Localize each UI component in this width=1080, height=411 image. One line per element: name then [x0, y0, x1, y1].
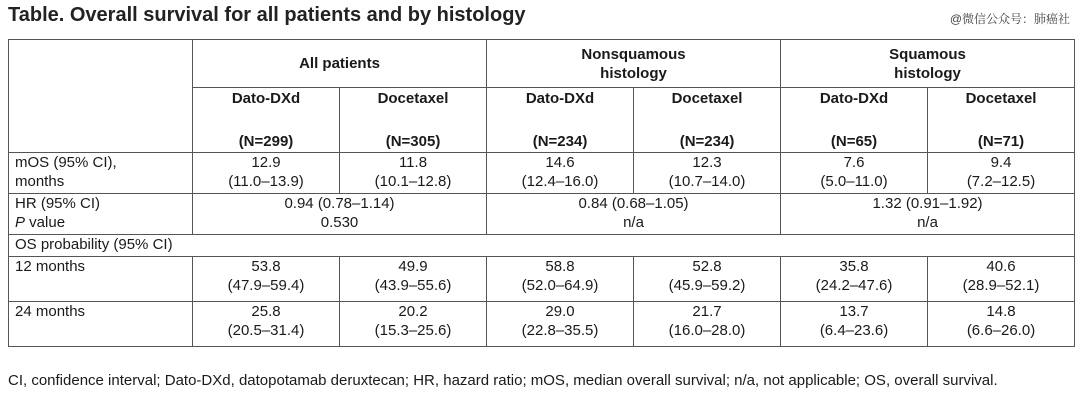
row-label	[9, 194, 193, 235]
arm-n: (N=299)	[238, 133, 294, 150]
value: 35.8	[839, 258, 869, 275]
value: 20.2	[398, 303, 428, 320]
value: 21.7	[692, 303, 722, 320]
table-title: Table. Overall survival for all patients and by histology	[8, 4, 526, 26]
table-row-12-months	[9, 257, 1075, 302]
ci: (10.1–12.8)	[374, 173, 452, 190]
ci: (7.2–12.5)	[966, 173, 1036, 190]
ci: (28.9–52.1)	[962, 277, 1040, 294]
value: 53.8	[251, 258, 281, 275]
value: 14.8	[986, 303, 1016, 320]
footnote: CI, confidence interval; Dato-DXd, datopotamab deruxtecan; HR, hazard ratio; mOS, median overall survival; n/a, not applicable; OS, overall survival.	[8, 372, 998, 389]
table-cell	[193, 257, 340, 302]
ci: (12.4–16.0)	[521, 173, 599, 190]
table-cell	[340, 257, 487, 302]
arm-header	[928, 88, 1075, 153]
hr-value: 0.94 (0.78–1.14)	[284, 195, 395, 212]
arm-header	[781, 88, 928, 153]
arm-name: Dato-DXd	[819, 90, 889, 107]
value: 13.7	[839, 303, 869, 320]
group-label: Squamous	[889, 45, 966, 63]
table-cell	[193, 194, 487, 235]
arm-name: Dato-DXd	[525, 90, 595, 107]
arm-name: Docetaxel	[377, 90, 449, 107]
arm-n: (N=71)	[977, 133, 1025, 150]
value: 40.6	[986, 258, 1016, 275]
value: 49.9	[398, 258, 428, 275]
value: 12.9	[251, 154, 281, 171]
ci: (10.7–14.0)	[668, 173, 746, 190]
ci: (11.0–13.9)	[228, 173, 304, 190]
table-cell	[928, 257, 1075, 302]
group-header-nonsquamous	[487, 40, 781, 88]
table-cell	[487, 257, 634, 302]
ci: (6.6–26.0)	[966, 322, 1036, 339]
table-row-hr	[9, 194, 1075, 235]
table-row-mos	[9, 153, 1075, 194]
table-cell	[928, 153, 1075, 194]
table-cell	[781, 153, 928, 194]
table-cell	[781, 257, 928, 302]
ci: (24.2–47.6)	[815, 277, 893, 294]
value: 29.0	[545, 303, 575, 320]
group-label: Nonsquamous	[581, 45, 686, 63]
value: 14.6	[545, 154, 575, 171]
arm-n: (N=234)	[679, 133, 735, 150]
table-row-24-months	[9, 302, 1075, 347]
row-label-line: value	[25, 214, 66, 231]
arm-n: (N=305)	[385, 133, 441, 150]
row-label: 12 months	[9, 257, 193, 302]
p-italic: P	[15, 214, 26, 231]
value: 58.8	[545, 258, 575, 275]
arm-header	[634, 88, 781, 153]
table-cell	[634, 302, 781, 347]
value: 52.8	[692, 258, 722, 275]
p-value: n/a	[917, 214, 938, 231]
table-cell	[781, 194, 1075, 235]
hr-value: 0.84 (0.68–1.05)	[578, 195, 689, 212]
arm-name: Docetaxel	[671, 90, 743, 107]
ci: (16.0–28.0)	[668, 322, 746, 339]
arm-header	[487, 88, 634, 153]
value: 25.8	[251, 303, 281, 320]
ci: (5.0–11.0)	[820, 173, 888, 190]
group-label: histology	[894, 64, 961, 82]
hr-value: 1.32 (0.91–1.92)	[872, 195, 983, 212]
table-cell	[340, 153, 487, 194]
survival-table	[8, 39, 1075, 347]
table-cell	[634, 257, 781, 302]
table-cell	[193, 302, 340, 347]
group-label: All patients	[299, 55, 380, 72]
ci: (6.4–23.6)	[819, 322, 889, 339]
table-cell	[928, 302, 1075, 347]
value: 9.4	[990, 154, 1012, 171]
row-label	[9, 153, 193, 194]
row-label-line: HR (95% CI)	[15, 195, 101, 212]
table-cell	[781, 302, 928, 347]
group-header-squamous	[781, 40, 1075, 88]
value: 7.6	[843, 154, 865, 171]
ci: (47.9–59.4)	[227, 277, 305, 294]
p-value: n/a	[623, 214, 644, 231]
watermark: @微信公众号：肺癌社	[949, 12, 1070, 26]
ci: (52.0–64.9)	[521, 277, 599, 294]
table-row-os-probability	[9, 235, 1075, 257]
row-label-line: months	[15, 173, 65, 190]
table-cell	[340, 302, 487, 347]
arm-name: Dato-DXd	[231, 90, 301, 107]
table-cell	[487, 302, 634, 347]
arm-header	[193, 88, 340, 153]
table-cell	[487, 194, 781, 235]
group-label: histology	[600, 64, 667, 82]
empty-corner-cell	[9, 40, 193, 153]
arm-n: (N=65)	[830, 133, 878, 150]
ci: (22.8–35.5)	[521, 322, 599, 339]
value: 11.8	[398, 154, 428, 171]
ci: (20.5–31.4)	[227, 322, 305, 339]
p-value: 0.530	[320, 214, 359, 231]
table-cell	[487, 153, 634, 194]
row-label-line: mOS (95% CI),	[15, 154, 117, 171]
table-cell	[634, 153, 781, 194]
group-header-row	[9, 40, 1075, 88]
ci: (15.3–25.6)	[374, 322, 452, 339]
arm-name: Docetaxel	[965, 90, 1037, 107]
group-header-all-patients	[193, 40, 487, 88]
row-label: 24 months	[9, 302, 193, 347]
arm-n: (N=234)	[532, 133, 588, 150]
arm-header	[340, 88, 487, 153]
table-cell	[193, 153, 340, 194]
ci: (43.9–55.6)	[374, 277, 452, 294]
ci: (45.9–59.2)	[668, 277, 746, 294]
section-label: OS probability (95% CI)	[9, 235, 1075, 257]
value: 12.3	[692, 154, 722, 171]
